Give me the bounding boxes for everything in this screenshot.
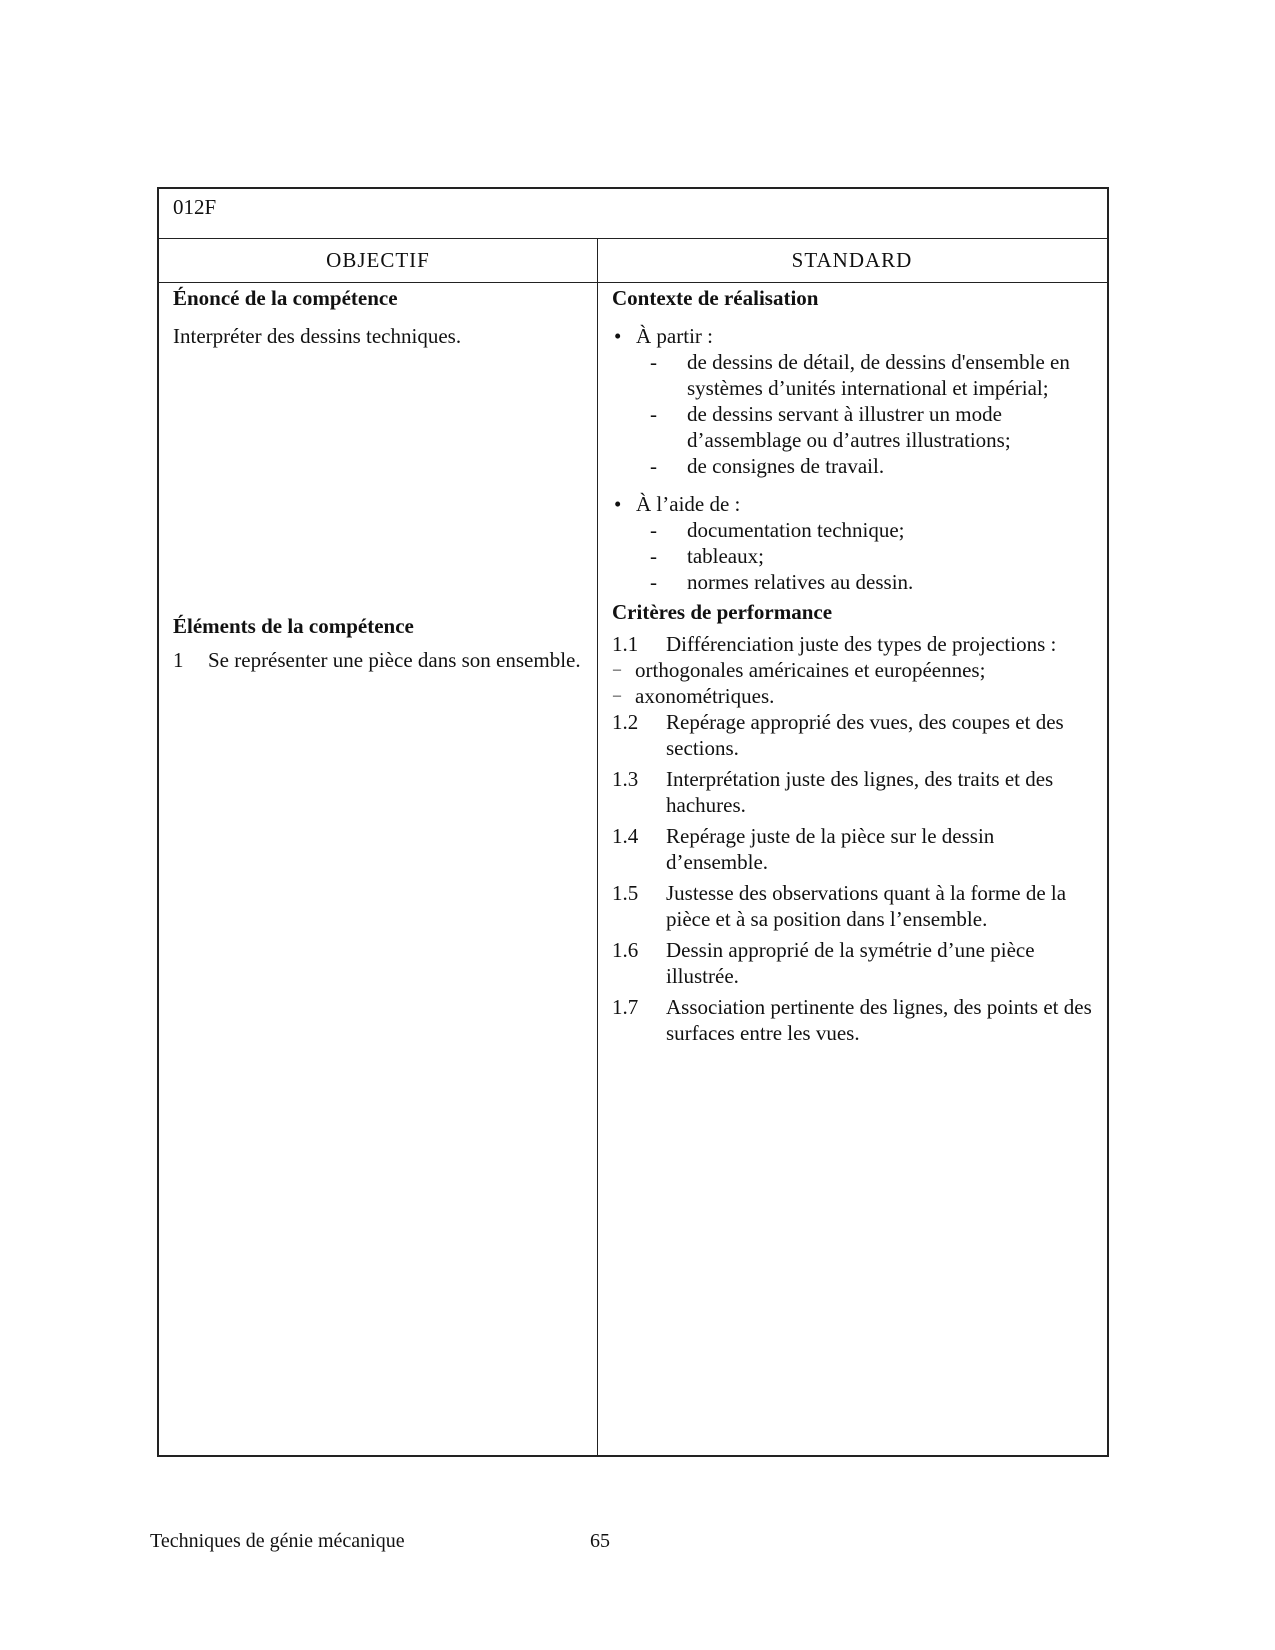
critere-text: Association pertinente des lignes, des points et des surfaces entre les vues. (666, 995, 1092, 1045)
critere-text: Différenciation juste des types de projections : (666, 632, 1057, 656)
critere-item (612, 766, 1097, 818)
dash-icon: - (650, 350, 657, 374)
critere-item (612, 994, 1097, 1046)
critere-item (612, 823, 1097, 875)
criteres-title: Critères de performance (612, 600, 833, 624)
bullet-label: À partir : (636, 324, 713, 348)
critere-text: Repérage approprié des vues, des coupes et des sections. (666, 710, 1064, 760)
elements-title: Éléments de la compétence (173, 614, 414, 638)
bullet-icon: • (614, 324, 622, 348)
list-item-text: de dessins de détail, de dessins d'ensemble en systèmes d’unités international et impérial; (687, 350, 1070, 400)
dash-icon: - (650, 518, 657, 542)
critere-number: 1.2 (612, 710, 639, 734)
list-item-text: de consignes de travail. (687, 454, 885, 478)
bullet-icon: • (614, 492, 622, 516)
critere-item (612, 937, 1097, 989)
element-number: 1 (173, 648, 184, 672)
element-item (173, 647, 583, 673)
enonce-title: Énoncé de la compétence (173, 286, 398, 310)
bullet-a-l-aide (612, 491, 1097, 517)
critere-number: 1.4 (612, 824, 639, 848)
list-item-text: tableaux; (687, 544, 764, 568)
dash-icon: - (650, 544, 657, 568)
list-item-text: de dessins servant à illustrer un mode d’assemblage ou d’autres illustrations; (687, 402, 1011, 452)
critere-text: Dessin approprié de la symétrie d’une pièce illustrée. (666, 938, 1035, 988)
sub-item-text: axonométriques. (635, 684, 775, 708)
standard-column (612, 285, 1097, 1046)
column-divider (597, 239, 598, 1455)
list-item (612, 543, 1097, 569)
list-item (612, 569, 1097, 595)
critere-item (612, 880, 1097, 932)
dash-icon: - (650, 402, 657, 426)
sub-item-text: orthogonales américaines et européennes; (635, 658, 986, 682)
list-item (612, 517, 1097, 543)
critere-number: 1.1 (612, 632, 639, 656)
enonce-text: Interpréter des dessins techniques. (173, 324, 462, 348)
critere-item (612, 631, 1097, 657)
elements-section (173, 613, 583, 673)
critere-text: Repérage juste de la pièce sur le dessin d’ensemble. (666, 824, 995, 874)
element-text: Se représenter une pièce dans son ensemble. (208, 648, 581, 672)
footer-title: Techniques de génie mécanique (150, 1530, 405, 1552)
dash-icon: - (650, 454, 657, 478)
critere-number: 1.6 (612, 938, 639, 962)
sub-list-item (558, 683, 1097, 709)
dash-icon: - (650, 570, 657, 594)
bullet-label: À l’aide de : (636, 492, 741, 516)
competency-code: 012F (159, 189, 1107, 239)
critere-text: Interprétation juste des lignes, des traits et des hachures. (666, 767, 1054, 817)
sub-list-item (558, 657, 1097, 683)
critere-number: 1.7 (612, 995, 639, 1019)
list-item-text: normes relatives au dessin. (687, 570, 914, 594)
en-dash-icon: – (613, 687, 621, 704)
critere-item (612, 709, 1097, 761)
en-dash-icon: – (613, 661, 621, 678)
list-item (612, 349, 1097, 401)
critere-number: 1.3 (612, 767, 639, 791)
bullet-a-partir (612, 323, 1097, 349)
list-item (612, 401, 1097, 453)
contexte-title: Contexte de réalisation (612, 286, 819, 310)
competency-table (157, 187, 1109, 1457)
page-number: 65 (590, 1530, 610, 1552)
list-item-text: documentation technique; (687, 518, 905, 542)
critere-text: Justesse des observations quant à la forme de la pièce et à sa position dans l’ensemble. (666, 881, 1067, 931)
header-standard: STANDARD (597, 239, 1107, 283)
objectif-column (173, 285, 583, 672)
critere-number: 1.5 (612, 881, 639, 905)
list-item (612, 453, 1097, 479)
header-objectif: OBJECTIF (159, 239, 597, 283)
